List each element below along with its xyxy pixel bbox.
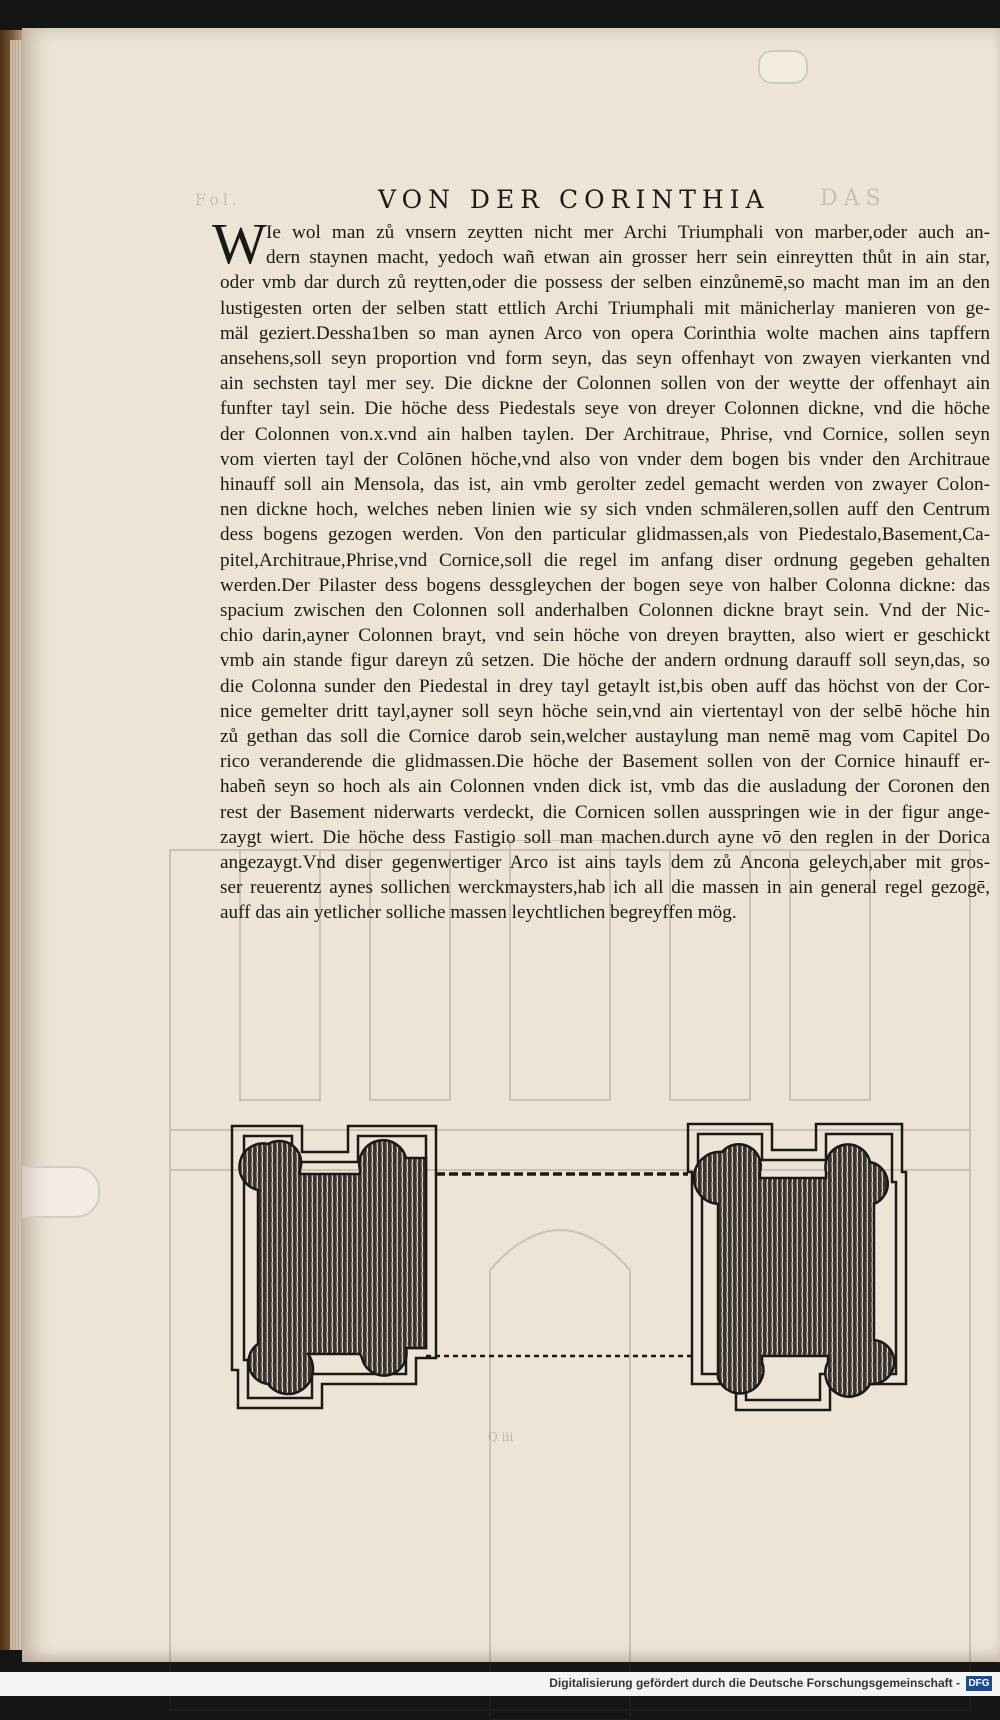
text-line: vom vierten tayl der Colōnen höche,vnd also von vnder dem bogen bis vnder den Architraue	[220, 448, 990, 470]
text-line: ser reuerentz aynes sollichen werckmaysters,hab ich all die massen in ain general regel gezogē,	[220, 877, 990, 899]
text-line: auff das ain yetlicher solliche massen leychtlichen begreyffen mög.	[220, 902, 737, 924]
body-text	[220, 220, 990, 926]
text-line: die Colonna sunder den Piedestal in drey tayl getaylt ist,bis oben auff das höchst von der Cor-	[220, 675, 990, 697]
drop-cap: W	[212, 211, 267, 276]
text-line: dern staynen macht, yedoch wañ etwan ain grosser herr sein einreytten thůt in ain star,	[266, 247, 990, 269]
text-line: chio darin,ayner Colonnen brayt, vnd sein höche von dreyen braytten, also wiert er geschickt	[220, 625, 990, 647]
text-line: hinauff soll ain Mensola, das ist, ain vmb gerolter zedel gemacht werden von zwayer Colon-	[220, 474, 990, 496]
text-line: mäl geziert.Dessha1ben so man aynen Arco von opera Corinthia wolte machen ains tapffern	[220, 322, 990, 344]
text-line: dess bogens gezogen werden. Von den particular glidmassen,als von Piedestalo,Basement,Ca-	[220, 524, 990, 546]
left-pier	[232, 1126, 436, 1408]
dfg-logo: DFG	[966, 1676, 992, 1691]
text-line: funfter tayl sein. Die höche dess Piedestals seye von dreyer Colonnen dickne, vnd die höche	[220, 398, 990, 420]
digitization-footer	[0, 1672, 1000, 1696]
text-line: oder vmb dar durch zů reytten,oder die possess der selben einzůnemē,so macht man im an den	[220, 272, 990, 294]
folio-mark: Q iii	[488, 1430, 514, 1444]
woodcut-plan-figure	[230, 1122, 990, 1412]
page-heading: VON DER CORINTHIA	[378, 185, 770, 214]
text-line: Ie wol man zů vnsern zeytten nicht mer Archi Triumphali von marber,oder auch an-	[266, 222, 990, 243]
text-line: angezaygt.Vnd diser gegenwertiger Arco ist ains tayls dem zů Ancona geleych,aber mit gros-	[220, 852, 990, 874]
bleed-through-folio: Fol.	[195, 190, 242, 209]
text-line: pitel,Architraue,Phrise,vnd Cornice,soll die regel im anfang diser ordnung gegeben gehalten	[220, 549, 990, 571]
text-line: werden.Der Pilaster dess bogens dessgleychen der bogen seye von halber Colonna dickne: das	[220, 574, 990, 596]
text-line: ansehens,soll seyn proportion vnd form seyn, das seyn offenhayt von zwayen vierkanten vnd	[220, 348, 990, 370]
text-line: der Colonnen von.x.vnd ain halben taylen. Der Architraue, Phrise, vnd Cornice, sollen seyn	[220, 423, 990, 445]
text-line: nen dickne hoch, welches neben linien wie sy sich vnden schmäleren,sollen auff den Centrum	[220, 499, 990, 521]
text-line: lustigesten orten der selben statt ettlich Archi Triumphali mit mänicherlay manieren von ge-	[220, 297, 990, 319]
text-line: zaygt wiert. Die höche dess Fastigio soll man machen.durch ayne vō den reglen in der Dorica	[220, 826, 990, 848]
text-line: rest der Basement niderwarts verdeckt, die Cornicen sollen ausspringen wie in der figur ange-	[220, 801, 990, 823]
footer-credit: Digitalisierung gefördert durch die Deutsche Forschungsgemeinschaft -	[549, 1676, 960, 1690]
text-line: habeñ seyn so hoch als ain Colonnen vnden dick ist, vmb das die ausladung der Coronen den	[220, 776, 990, 798]
page-tab-top	[758, 50, 808, 84]
text-line: zů gethan das soll die Cornice darob sein,welcher austaylung man nemē mag vom Capitel Do	[220, 726, 990, 748]
text-line: nice gemelter dritt tayl,ayner soll seyn höche sein,vnd ain viertentayl von der selbē höche hin	[220, 700, 990, 722]
right-pier	[688, 1124, 906, 1410]
page-tab-side	[22, 1166, 100, 1218]
bleed-through-heading: DAS	[820, 186, 887, 211]
text-line: rico veranderende die glidmassen.Die höche der Basement sollen von der Cornice hinauff er-	[220, 751, 990, 773]
text-line: ain sechsten tayl mer sey. Die dickne der Colonnen sollen von der weytte der offenhayt ain	[220, 373, 990, 395]
text-line: spacium zwischen den Colonnen soll anderhalben Colonnen dickne brayt sein. Vnd der Nic-	[220, 600, 990, 622]
text-line: vmb ain stande figur dareyn zů setzen. Die höche der andern ordnung darauff soll seyn,das, so	[220, 650, 990, 672]
